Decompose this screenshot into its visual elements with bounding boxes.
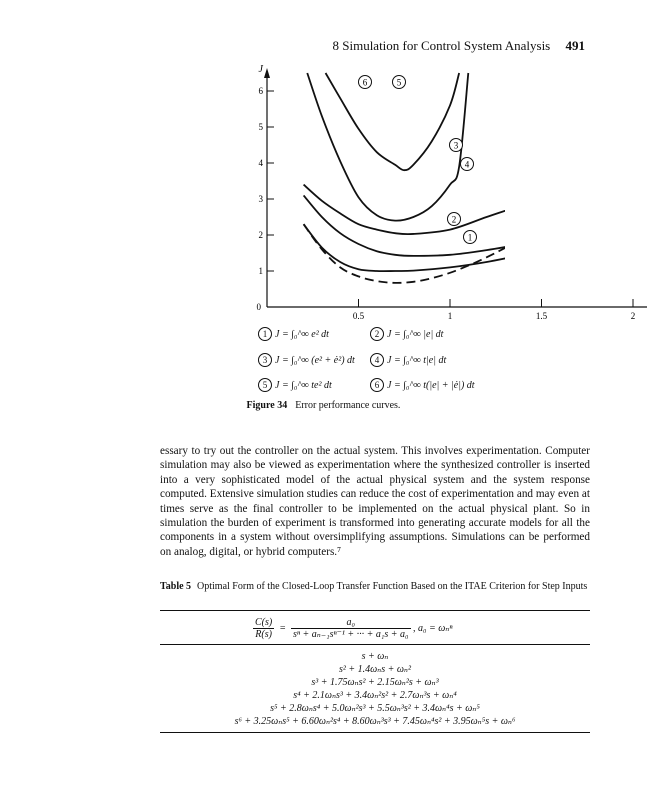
table-caption-text: Optimal Form of the Closed-Loop Transfer Function Based on the ITAE Criterion for Step Inputs bbox=[197, 581, 588, 592]
legend-number: 6 bbox=[370, 378, 384, 392]
figure-caption bbox=[0, 400, 647, 411]
curve-5-label: 5 bbox=[396, 77, 402, 88]
legend-formula: J = ∫₀^∞ t|e| dt bbox=[387, 355, 447, 366]
legend-number: 1 bbox=[258, 327, 272, 341]
polynomial-row: s³ + 1.75ωₙs² + 2.15ωₙ²s + ωₙ³ bbox=[311, 677, 439, 688]
legend-item bbox=[370, 353, 446, 367]
legend-item bbox=[258, 353, 355, 367]
chart-curves bbox=[304, 73, 647, 283]
chapter-number: 8 bbox=[332, 38, 339, 53]
rhs-fraction bbox=[291, 617, 411, 640]
condition-text: , a₀ = ωₙⁿ bbox=[413, 622, 453, 634]
polynomial-list bbox=[160, 650, 590, 728]
x-tick-label: 2 bbox=[630, 311, 636, 321]
figure-caption-text: Error performance curves. bbox=[295, 400, 401, 411]
legend-number: 4 bbox=[370, 353, 384, 367]
x-tick-label: 1 bbox=[447, 311, 453, 321]
table-caption bbox=[160, 580, 590, 593]
curve-3-label: 3 bbox=[453, 140, 459, 151]
y-tick-label: 4 bbox=[258, 158, 263, 168]
table-top-rule bbox=[160, 610, 590, 611]
table-label: Table 5 bbox=[160, 581, 192, 592]
polynomial-row: s⁶ + 3.25ωₙs⁵ + 6.60ωₙ²s⁴ + 8.60ωₙ³s³ + 7.45ωₙ⁴s² + 3.95ωₙ⁵s + ωₙ⁶ bbox=[234, 716, 516, 727]
curve-2-label: 2 bbox=[451, 214, 457, 225]
curve-2 bbox=[304, 195, 647, 255]
curve-1-label: 1 bbox=[467, 232, 473, 243]
legend-formula: J = ∫₀^∞ |e| dt bbox=[387, 329, 444, 340]
legend-item bbox=[258, 327, 329, 341]
legend-formula: J = ∫₀^∞ t(|e| + |ė|) dt bbox=[387, 380, 475, 391]
y-axis-label: J bbox=[258, 64, 263, 75]
chapter-title: Simulation for Control System Analysis bbox=[342, 38, 551, 53]
curve-3 bbox=[304, 132, 647, 234]
origin-label: 0 bbox=[256, 302, 261, 312]
x-tick-label: 1.5 bbox=[535, 311, 548, 321]
transfer-function-formula bbox=[253, 617, 453, 640]
y-tick-label: 5 bbox=[258, 122, 263, 132]
y-tick-label: 3 bbox=[258, 194, 263, 204]
rhs-numerator: a₀ bbox=[346, 617, 355, 628]
legend-item bbox=[258, 378, 332, 392]
curve-6 bbox=[326, 73, 460, 170]
curve-6-label: 6 bbox=[362, 77, 368, 88]
legend-item bbox=[370, 327, 443, 341]
legend-formula: J = ∫₀^∞ te² dt bbox=[275, 380, 332, 391]
legend-formula: J = ∫₀^∞ (e² + ė²) dt bbox=[275, 355, 355, 366]
polynomial-row: s + ωₙ bbox=[361, 651, 389, 662]
legend-number: 3 bbox=[258, 353, 272, 367]
legend-number: 2 bbox=[370, 327, 384, 341]
curve-5 bbox=[307, 73, 468, 221]
x-tick-label: 0.5 bbox=[352, 311, 365, 321]
y-tick-label: 2 bbox=[258, 230, 263, 240]
polynomial-row: s⁴ + 2.1ωₙs³ + 3.4ωₙ²s² + 2.7ωₙ³s + ωₙ⁴ bbox=[293, 690, 457, 701]
page-number: 491 bbox=[565, 38, 585, 53]
lhs-numerator: C(s) bbox=[255, 617, 273, 628]
figure-label: Figure 34 bbox=[246, 400, 288, 411]
y-axis-arrow bbox=[264, 68, 270, 78]
legend-formula: J = ∫₀^∞ e² dt bbox=[275, 329, 329, 340]
table-mid-rule bbox=[160, 644, 590, 645]
body-paragraph: essary to try out the controller on the actual system. This involves experimentation. Computer simulation may also be viewed as experimentation where the synthesized controller is inserted into a very sophisticated model of the actual physical system and the system response computed. Extensive simulation studies can reduce the cost of experimentation and may even at times serve as the final controller to be implemented on the actual physical plant. So in simulation the burden of experiment is transformed into generating accurate models for all the components in a system without oversimplifying assumptions. Simulations can be performed on analog, digital, or hybrid computers.⁷ bbox=[160, 445, 590, 558]
equals-sign: = bbox=[276, 622, 289, 634]
y-tick-label: 6 bbox=[258, 86, 263, 96]
legend-item bbox=[370, 378, 475, 392]
curve-4-label: 4 bbox=[464, 159, 470, 170]
legend-number: 5 bbox=[258, 378, 272, 392]
polynomial-row: s⁵ + 2.8ωₙs⁴ + 5.0ωₙ²s³ + 5.5ωₙ³s² + 3.4ωₙ⁴s + ωₙ⁵ bbox=[270, 703, 480, 714]
y-tick-label: 1 bbox=[258, 266, 263, 276]
table-bottom-rule bbox=[160, 732, 590, 733]
lhs-denominator: R(s) bbox=[253, 628, 274, 640]
curve-1 bbox=[304, 224, 647, 271]
rhs-denominator: sⁿ + aₙ₋₁sⁿ⁻¹ + ··· + a₁s + a₀ bbox=[292, 629, 409, 640]
curve-4 bbox=[304, 150, 647, 283]
lhs-fraction bbox=[253, 617, 274, 640]
polynomial-row: s² + 1.4ωₙs + ωₙ² bbox=[338, 664, 411, 675]
